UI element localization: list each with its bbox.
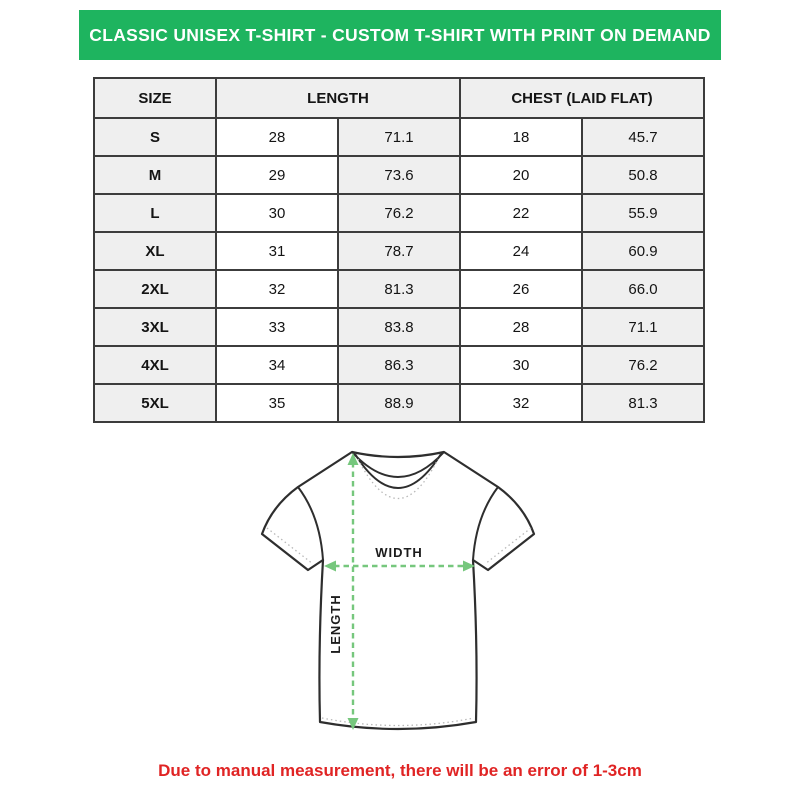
size-cell: M [94,156,216,194]
value-cell: 73.6 [338,156,460,194]
value-cell: 71.1 [582,308,704,346]
value-cell: 30 [460,346,582,384]
table-row [94,232,704,270]
page-title: CLASSIC UNISEX T-SHIRT - CUSTOM T-SHIRT WITH PRINT ON DEMAND [89,24,711,45]
value-cell: 78.7 [338,232,460,270]
value-cell: 76.2 [338,194,460,232]
size-cell: 4XL [94,346,216,384]
size-chart-table [93,77,705,423]
table-row [94,118,704,156]
size-cell: S [94,118,216,156]
value-cell: 60.9 [582,232,704,270]
value-cell: 24 [460,232,582,270]
table-row [94,156,704,194]
value-cell: 81.3 [338,270,460,308]
value-cell: 29 [216,156,338,194]
value-cell: 76.2 [582,346,704,384]
value-cell: 32 [460,384,582,422]
value-cell: 71.1 [338,118,460,156]
size-cell: 2XL [94,270,216,308]
table-row [94,270,704,308]
col-header-length: LENGTH [216,78,460,118]
value-cell: 83.8 [338,308,460,346]
value-cell: 22 [460,194,582,232]
value-cell: 33 [216,308,338,346]
table-row [94,308,704,346]
table-row [94,346,704,384]
tshirt-diagram [258,446,540,740]
size-cell: XL [94,232,216,270]
tshirt-svg [258,446,540,740]
size-cell: 3XL [94,308,216,346]
value-cell: 81.3 [582,384,704,422]
table-row [94,194,704,232]
title-banner [79,10,721,60]
measurement-note: Due to manual measurement, there will be an error of 1-3cm [158,761,642,780]
table-header-row [94,78,704,118]
value-cell: 35 [216,384,338,422]
value-cell: 66.0 [582,270,704,308]
value-cell: 50.8 [582,156,704,194]
value-cell: 32 [216,270,338,308]
value-cell: 31 [216,232,338,270]
value-cell: 18 [460,118,582,156]
col-header-size: SIZE [94,78,216,118]
value-cell: 30 [216,194,338,232]
length-label: LENGTH [328,594,343,654]
value-cell: 26 [460,270,582,308]
size-cell: 5XL [94,384,216,422]
value-cell: 28 [216,118,338,156]
col-header-chest: CHEST (LAID FLAT) [460,78,704,118]
size-cell: L [94,194,216,232]
value-cell: 45.7 [582,118,704,156]
value-cell: 88.9 [338,384,460,422]
value-cell: 55.9 [582,194,704,232]
value-cell: 20 [460,156,582,194]
value-cell: 34 [216,346,338,384]
value-cell: 86.3 [338,346,460,384]
value-cell: 28 [460,308,582,346]
table-row [94,384,704,422]
width-label: WIDTH [375,545,423,560]
